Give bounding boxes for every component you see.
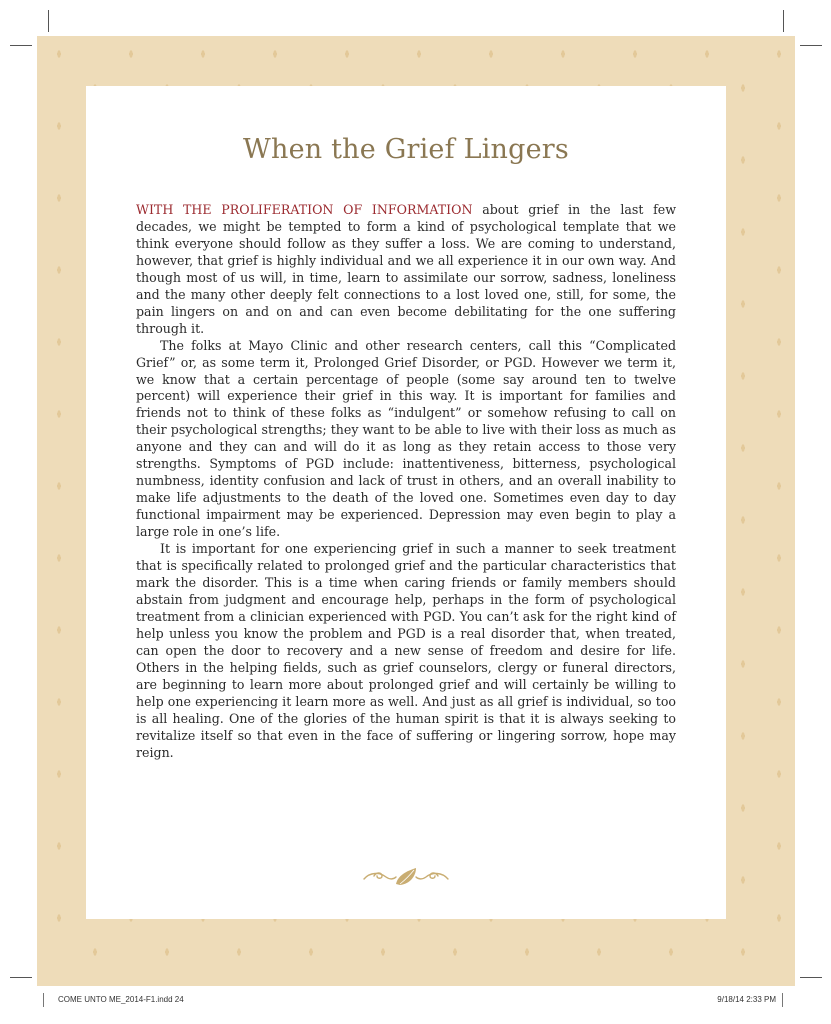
article-body: [136, 202, 676, 761]
slug-timestamp: 9/18/14 2:33 PM: [686, 993, 783, 1007]
slug-file-name: COME UNTO ME_2014-F1.indd 24: [43, 993, 218, 1007]
crop-mark: [783, 10, 784, 32]
paragraph: [136, 202, 676, 338]
crop-mark: [800, 45, 822, 46]
paragraph: It is important for one experiencing grief in such a manner to seek treatment that is specifically related to prolonged grief and the particular characteristics that mark the disorder. This is a time when caring friends or family members should abstain from judgment and encourage help, perhaps in the form of psychological treatment from a clinician experienced with PGD. You can’t ask for the right kind of help unless you know the problem and PGD is a real disorder that, when treated, can open the door to recovery and a new sense of freedom and desire for life. Others in the helping fields, such as grief counselors, clergy or funeral directors, are beginning to learn more about prolonged grief and will certainly be willing to help one experiencing it learn more as well. And just as all grief is individual, so too is all healing. One of the glories of the human spirit is that it is always seeking to revitalize itself so that even in the face of suffering or lingering sorrow, hope may reign.: [136, 541, 676, 760]
crop-mark: [800, 977, 822, 978]
crop-mark: [48, 10, 49, 32]
paragraph-text: about grief in the last few decades, we might be tempted to form a kind of psychological template that we think everyone should follow as they suffer a loss. We are coming to understand, however, that grief is highly individual and we all experience it in our own way. And though most of us will, in time, learn to assimilate our sorrow, sadness, loneliness and the many other deeply felt connections to a lost loved one, still, for some, the pain lingers on and on and can even become debilitating for the one suffering through it.: [136, 202, 676, 336]
lead-in-caps: WITH THE PROLIFERATION OF INFORMATION: [136, 202, 473, 217]
crop-mark: [10, 977, 32, 978]
page-panel: [86, 86, 726, 919]
page-title: When the Grief Lingers: [243, 134, 569, 165]
leaf-flourish-icon: [360, 864, 452, 890]
crop-mark: [10, 45, 32, 46]
paragraph: The folks at Mayo Clinic and other research centers, call this “Complicated Grief” or, as some term it, Prolonged Grief Disorder, or PGD. However we term it, we know that a certain percentage of people (some say around ten to twelve percent) will experience their grief in this way. It is important for families and friends not to think of these folks as “indulgent” or somehow refusing to call on their psychological strengths; they want to be able to live with their loss as much as anyone and they can and will do it as long as they retain access to those very strengths. Symptoms of PGD include: inattentiveness, bitterness, psychological numbness, identity confusion and lack of trust in others, and an overall inability to make life adjustments to the death of the loved one. Sometimes even day to day functional impairment may be experienced. Depression may even begin to play a large role in one’s life.: [136, 337, 676, 540]
